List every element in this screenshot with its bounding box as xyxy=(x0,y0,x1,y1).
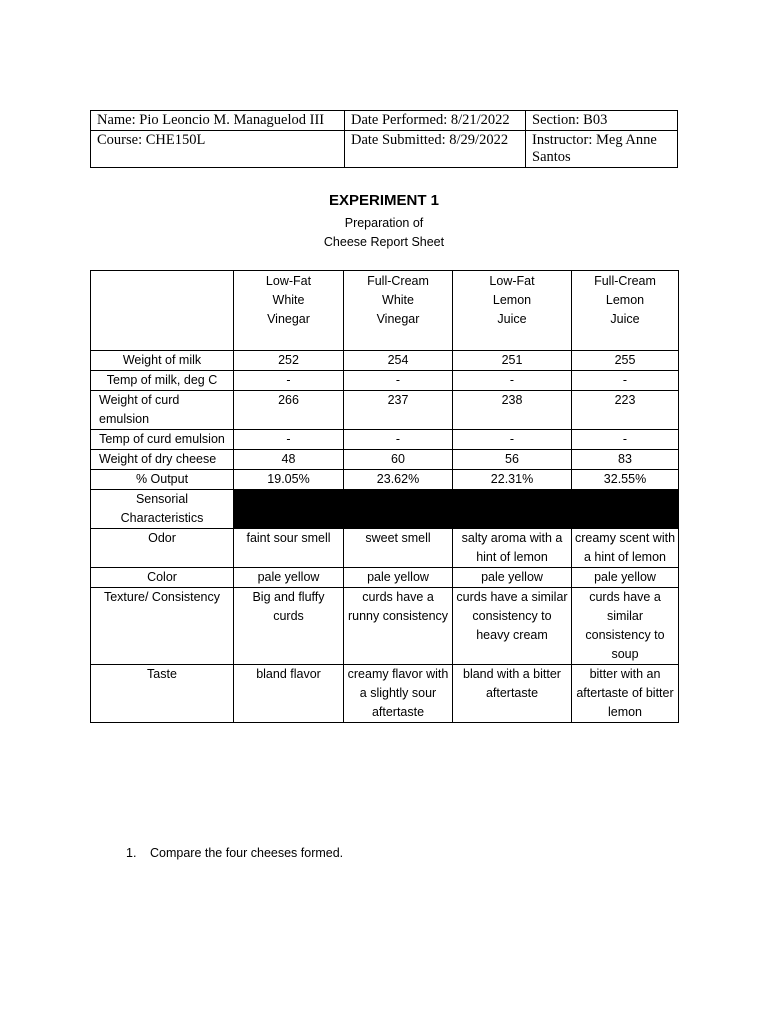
table-cell: 32.55% xyxy=(572,470,679,490)
table-cell: - xyxy=(453,430,572,450)
table-cell: 255 xyxy=(572,351,679,371)
column-header: Low-Fat Lemon Juice xyxy=(453,271,572,351)
table-cell: salty aroma with a hint of lemon xyxy=(453,529,572,568)
table-cell: - xyxy=(344,371,453,391)
table-cell: 237 xyxy=(344,391,453,430)
table-cell: curds have a runny consistency xyxy=(344,588,453,665)
table-row xyxy=(91,351,679,371)
table-row xyxy=(91,529,679,568)
table-cell: pale yellow xyxy=(234,568,344,588)
table-cell: curds have a similar consistency to soup xyxy=(572,588,679,665)
table-cell: 19.05% xyxy=(234,470,344,490)
table-cell: pale yellow xyxy=(344,568,453,588)
table-row xyxy=(91,470,679,490)
table-cell: - xyxy=(234,371,344,391)
table-cell: 238 xyxy=(453,391,572,430)
table-cell: 22.31% xyxy=(453,470,572,490)
row-label: Temp of milk, deg C xyxy=(91,371,234,391)
table-cell: creamy scent with a hint of lemon xyxy=(572,529,679,568)
column-header: Low-Fat White Vinegar xyxy=(234,271,344,351)
table-cell: 254 xyxy=(344,351,453,371)
table-row xyxy=(91,450,679,470)
table-cell: - xyxy=(572,430,679,450)
table-cell: - xyxy=(344,430,453,450)
column-header: Full-Cream White Vinegar xyxy=(344,271,453,351)
question-list xyxy=(126,845,343,862)
column-header: Full-Cream Lemon Juice xyxy=(572,271,679,351)
table-cell: pale yellow xyxy=(453,568,572,588)
table-cell: Big and fluffy curds xyxy=(234,588,344,665)
table-cell: 251 xyxy=(453,351,572,371)
experiment-subtitle-2: Cheese Report Sheet xyxy=(323,235,445,249)
table-cell: sweet smell xyxy=(344,529,453,568)
table-cell: curds have a similar consistency to heavy cream xyxy=(453,588,572,665)
table-cell: 223 xyxy=(572,391,679,430)
cheese-report-table xyxy=(90,270,679,723)
table-cell: 266 xyxy=(234,391,344,430)
table-row xyxy=(91,588,679,665)
table-cell: creamy flavor with a slightly sour aftertaste xyxy=(344,665,453,723)
table-cell: bitter with an aftertaste of bitter lemon xyxy=(572,665,679,723)
table-cell: faint sour smell xyxy=(234,529,344,568)
table-row xyxy=(91,568,679,588)
row-label: Odor xyxy=(91,529,234,568)
sensorial-header-row xyxy=(91,490,679,529)
row-label: Color xyxy=(91,568,234,588)
table-row xyxy=(91,371,679,391)
question-text: Compare the four cheeses formed. xyxy=(150,846,344,860)
table-cell: 252 xyxy=(234,351,344,371)
table-cell: pale yellow xyxy=(572,568,679,588)
row-label: Taste xyxy=(91,665,234,723)
table-row xyxy=(91,665,679,723)
list-item xyxy=(126,845,343,862)
table-cell: - xyxy=(234,430,344,450)
header-blank-cell xyxy=(91,271,234,351)
date-submitted: Date Submitted: 8/29/2022 xyxy=(345,131,526,168)
table-cell: 83 xyxy=(572,450,679,470)
table-cell: - xyxy=(453,371,572,391)
row-label: Weight of dry cheese xyxy=(91,450,234,470)
table-row xyxy=(91,430,679,450)
student-name: Name: Pio Leoncio M. Managuelod III xyxy=(91,111,345,131)
table-cell: bland flavor xyxy=(234,665,344,723)
row-label: Texture/ Consistency xyxy=(91,588,234,665)
table-cell: 60 xyxy=(344,450,453,470)
experiment-subtitle: Preparation of xyxy=(344,216,424,230)
question-number: 1. xyxy=(126,846,137,860)
sensorial-label: Sensorial Characteristics xyxy=(91,490,234,529)
table-cell: 23.62% xyxy=(344,470,453,490)
table-row xyxy=(91,391,679,430)
section: Section: B03 xyxy=(526,111,678,131)
student-info-table xyxy=(90,110,678,168)
experiment-title: EXPERIMENT 1 xyxy=(328,192,440,209)
redacted-block xyxy=(234,490,679,529)
instructor: Instructor: Meg Anne Santos xyxy=(526,131,678,168)
row-label: % Output xyxy=(91,470,234,490)
table-cell: - xyxy=(572,371,679,391)
row-label: Weight of curd emulsion xyxy=(91,391,234,430)
table-header-row xyxy=(91,271,679,351)
row-label: Temp of curd emulsion xyxy=(91,430,234,450)
course: Course: CHE150L xyxy=(91,131,345,168)
table-cell: 56 xyxy=(453,450,572,470)
table-cell: 48 xyxy=(234,450,344,470)
table-cell: bland with a bitter aftertaste xyxy=(453,665,572,723)
date-performed: Date Performed: 8/21/2022 xyxy=(345,111,526,131)
row-label: Weight of milk xyxy=(91,351,234,371)
